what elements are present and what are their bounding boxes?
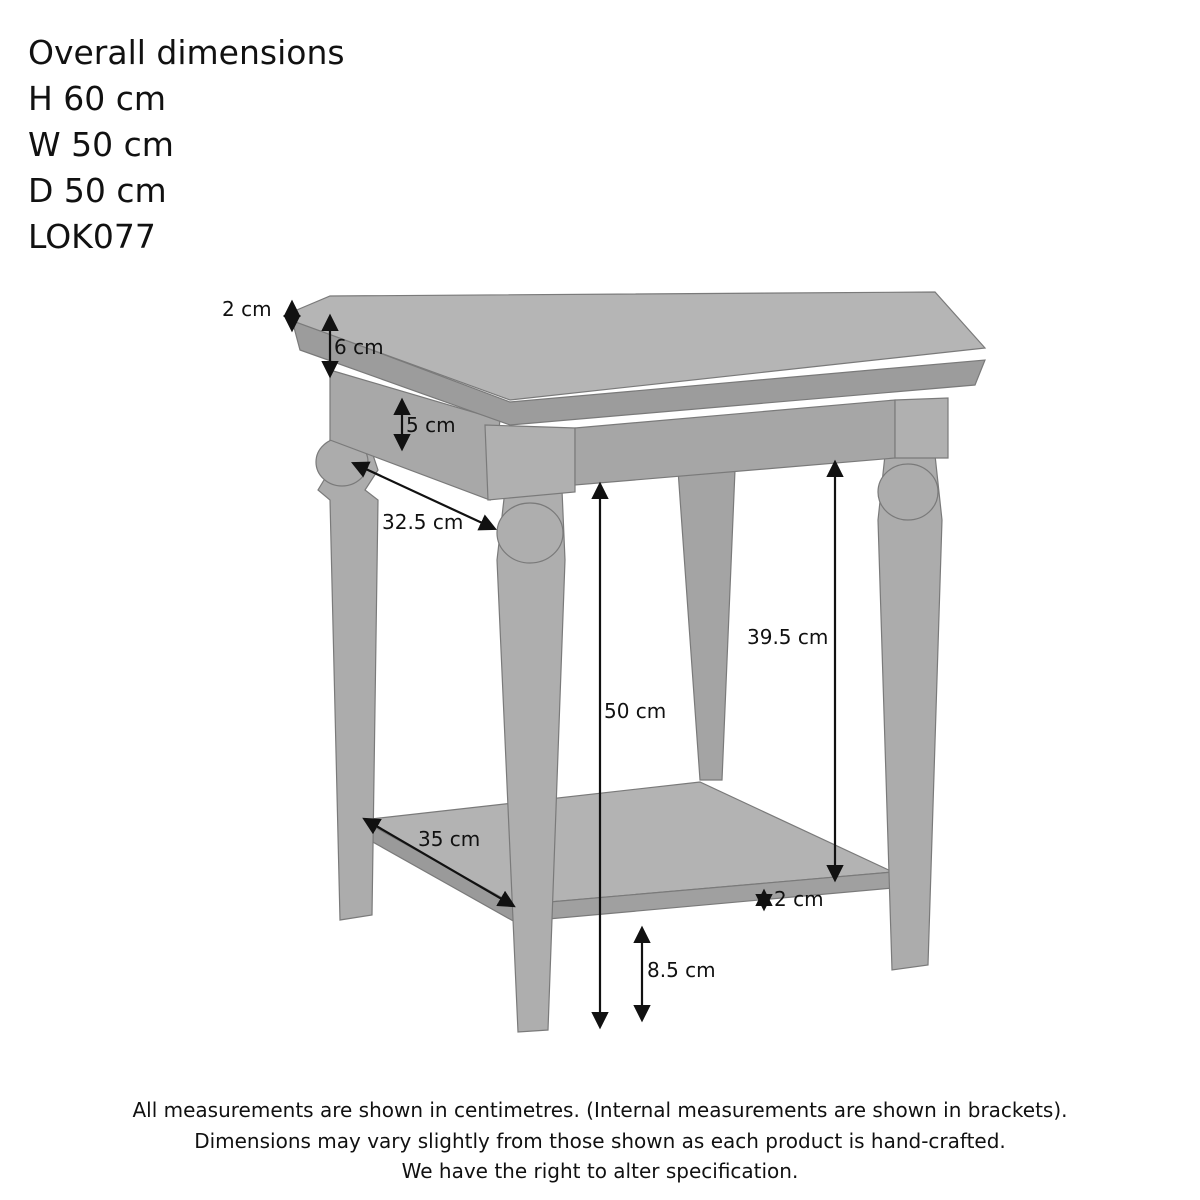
label-total-leg: 50 cm — [604, 699, 667, 723]
footer-line-3: We have the right to alter specification. — [401, 1159, 799, 1183]
overall-width: W 50 cm — [28, 125, 174, 164]
back-leg — [678, 470, 735, 780]
product-code: LOK077 — [28, 217, 156, 256]
label-between-legs: 32.5 cm — [382, 510, 464, 534]
footer-notes — [0, 1095, 1200, 1187]
label-apron: 5 cm — [406, 413, 456, 437]
overall-depth: D 50 cm — [28, 171, 167, 210]
label-shelf-depth: 35 cm — [418, 827, 481, 851]
overall-title: Overall dimensions — [28, 33, 345, 72]
footer-line-1: All measurements are shown in centimetres. (Internal measurements are shown in brackets). — [132, 1098, 1068, 1122]
label-shelf-thickness: 2 cm — [774, 887, 824, 911]
right-leg — [878, 455, 942, 970]
label-top-thickness: 2 cm — [222, 297, 272, 321]
label-under-apron: 39.5 cm — [747, 625, 829, 649]
overall-height: H 60 cm — [28, 79, 167, 118]
left-leg — [316, 438, 378, 920]
label-shelf-clearance: 8.5 cm — [647, 958, 716, 982]
front-leg — [497, 490, 565, 1032]
label-top-edge: 6 cm — [334, 335, 384, 359]
footer-line-2: Dimensions may vary slightly from those shown as each product is hand-crafted. — [194, 1128, 1006, 1153]
